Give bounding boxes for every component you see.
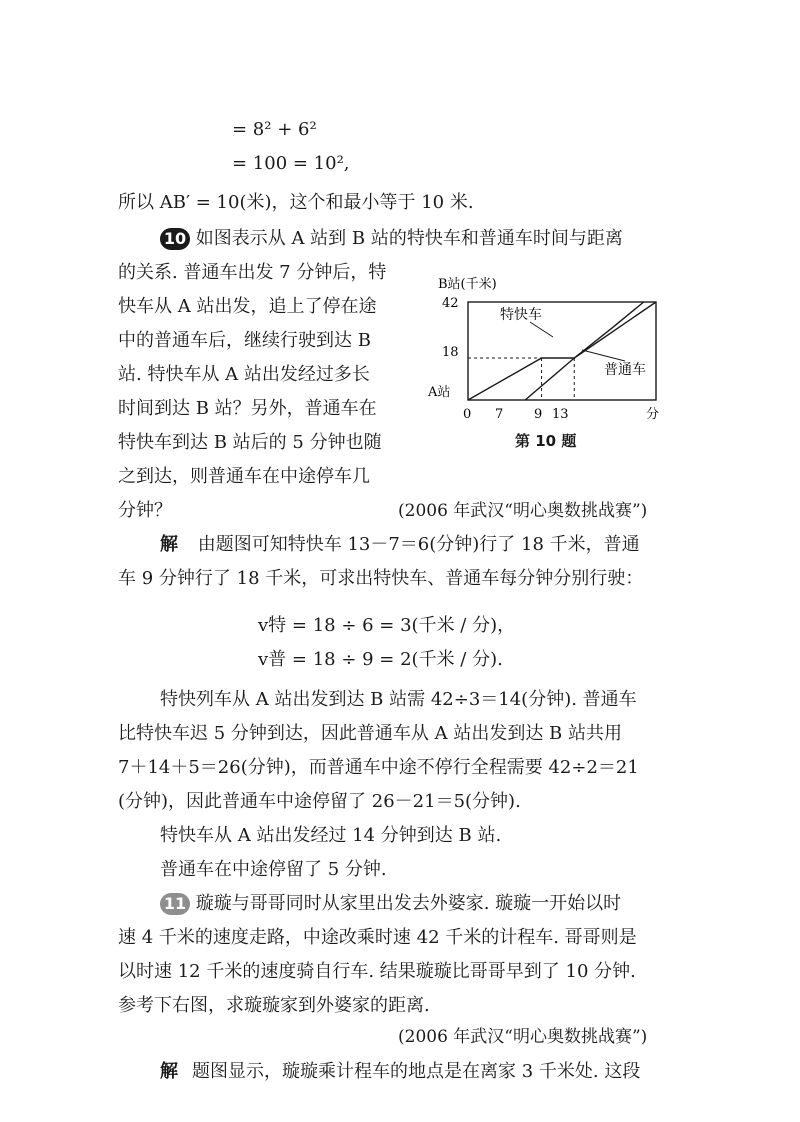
y-axis-label: B站(千米) bbox=[438, 277, 497, 292]
problem-number-badge: 11 bbox=[160, 893, 190, 915]
y-tick-42: 42 bbox=[442, 296, 459, 311]
x-tick-13: 13 bbox=[552, 407, 569, 422]
leader-express bbox=[530, 322, 553, 337]
x-tick-9: 9 bbox=[534, 407, 543, 422]
solution-10-para-2-line-1: 特快列车从 A 站出发到达 B 站需 42÷3＝14(分钟). 普通车 bbox=[160, 689, 637, 710]
y-tick-18: 18 bbox=[442, 345, 459, 360]
problem-10-line-5: 站. 特快车从 A 站出发经过多长 bbox=[118, 364, 370, 385]
problem-11-line-1 bbox=[160, 887, 621, 921]
solution-label: 解 bbox=[160, 534, 178, 555]
problem-10-line-4: 中的普通车后，继续行驶到达 B bbox=[118, 330, 371, 351]
x-tick-7: 7 bbox=[495, 407, 504, 422]
solution-10-answer-2: 普通车在中途停留了 5 分钟. bbox=[160, 859, 387, 880]
problem-10-line-6: 时间到达 B 站？另外，普通车在 bbox=[118, 398, 377, 419]
leader-regular bbox=[582, 350, 625, 361]
solution-10-para-1b: 车 9 分钟行了 18 千米，可求出特快车、普通车每分钟分别行驶： bbox=[118, 568, 644, 589]
figure-caption: 第 10 题 bbox=[515, 432, 577, 450]
solution-10-para-2-line-2: 比特快车迟 5 分钟到达，因此普通车从 A 站出发到达 B 站共用 bbox=[118, 723, 623, 744]
chart-frame bbox=[468, 302, 656, 400]
proof-conclusion: 所以 AB′ = 10(米)，这个和最小等于 10 米. bbox=[118, 192, 474, 213]
problem-11-line-3: 以时速 12 千米的速度骑自行车. 结果璇璇比哥哥早到了 10 分钟. bbox=[118, 961, 636, 982]
series-label-express: 特快车 bbox=[500, 307, 542, 323]
x-tick-0: 0 bbox=[463, 407, 472, 422]
problem-11-text: 璇璇与哥哥同时从家里出发去外婆家. 璇璇一开始以时 bbox=[195, 893, 622, 914]
problem-11-source: (2006 年武汉“明心奥数挑战赛”) bbox=[398, 1027, 648, 1047]
series-regular bbox=[468, 302, 656, 400]
problem-10-text: 如图表示从 A 站到 B 站的特快车和普通车时间与距离 bbox=[195, 228, 623, 249]
problem-10-line-9: 分钟？ bbox=[118, 500, 172, 521]
solution-10-text: 由题图可知特快车 13－7＝6(分钟)行了 18 千米，普通 bbox=[197, 534, 640, 555]
series-label-regular: 普通车 bbox=[604, 362, 646, 378]
distance-time-chart bbox=[420, 270, 682, 430]
proof-line-2: = 100 = 10², bbox=[232, 153, 350, 174]
problem-number-badge: 10 bbox=[160, 228, 190, 250]
problem-10-line-1 bbox=[160, 222, 623, 256]
problem-10-line-7: 特快车到达 B 站后的 5 分钟也随 bbox=[118, 432, 382, 453]
origin-label: A站 bbox=[428, 385, 451, 400]
solution-10-para-1a bbox=[160, 528, 640, 562]
problem-11-line-2: 速 4 千米的速度走路，中途改乘时速 42 千米的计程车. 哥哥则是 bbox=[118, 927, 637, 948]
speed-equation-regular: v普 = 18 ÷ 9 = 2(千米 / 分). bbox=[258, 649, 503, 670]
proof-line-1: = 8² + 6² bbox=[232, 119, 317, 140]
problem-10-line-2: 的关系. 普通车出发 7 分钟后，特 bbox=[118, 262, 387, 283]
problem-10-line-3: 快车从 A 站出发，追上了停在途 bbox=[118, 296, 377, 317]
problem-11-line-4: 参考下右图，求璇璇家到外婆家的距离. bbox=[118, 995, 430, 1016]
problem-10-line-8: 之到达，则普通车在中途停车几 bbox=[118, 466, 370, 487]
solution-label: 解 bbox=[160, 1061, 178, 1082]
speed-equation-express: v特 = 18 ÷ 6 = 3(千米 / 分)， bbox=[258, 615, 516, 636]
solution-11-text: 题图显示，璇璇乘计程车的地点是在离家 3 千米处. 这段 bbox=[192, 1061, 641, 1082]
problem-10-source: (2006 年武汉“明心奥数挑战赛”) bbox=[398, 501, 648, 521]
solution-10-para-2-line-4: (分钟)，因此普通车中途停留了 26－21＝5(分钟). bbox=[118, 791, 521, 812]
x-axis-label: 分 bbox=[646, 407, 660, 422]
solution-10-para-2-line-3: 7＋14＋5＝26(分钟)，而普通车中途不停行全程需要 42÷2＝21 bbox=[118, 757, 639, 778]
solution-11-first-line bbox=[160, 1055, 640, 1089]
solution-10-answer-1: 特快车从 A 站出发经过 14 分钟到达 B 站. bbox=[160, 825, 502, 846]
